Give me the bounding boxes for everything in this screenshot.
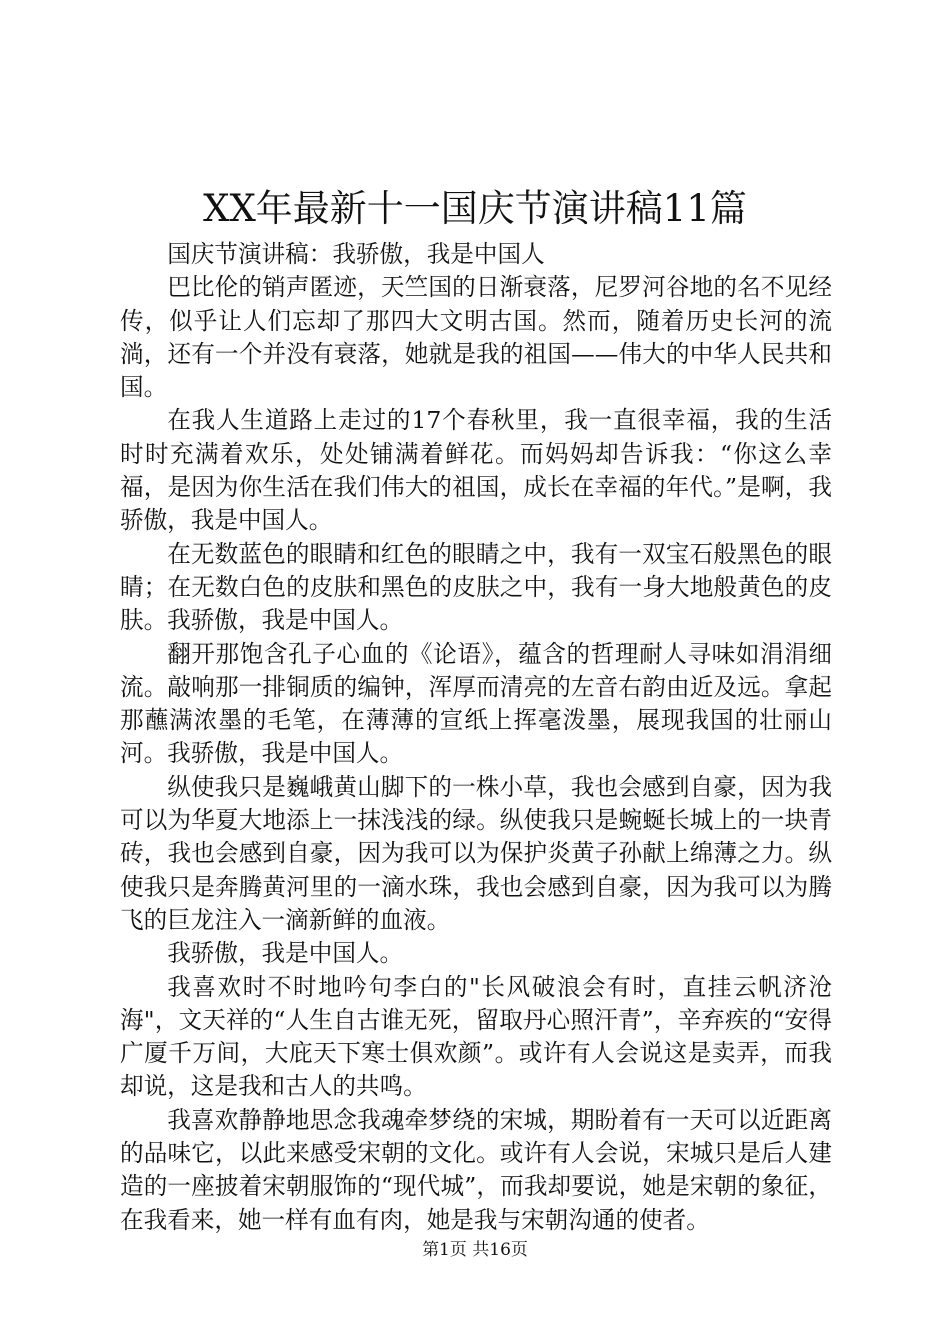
- paragraph: 纵使我只是巍峨黄山脚下的一株小草，我也会感到自豪，因为我可以为华夏大地添上一抹浅浅的绿。纵使我只是蜿蜒长城上的一块青砖，我也会感到自豪，因为我可以为保护炎黄子孙献上绵薄之力。纵使我只是奔腾黄河里的一滴水珠，我也会感到自豪，因为我可以为腾飞的巨龙注入一滴新鲜的血液。: [120, 772, 832, 934]
- paragraph: 在我人生道路上走过的17个春秋里，我一直很幸福，我的生活时时充满着欢乐，处处铺满着鲜花。而妈妈却告诉我：“你这么幸福，是因为你生活在我们伟大的祖国，成长在幸福的年代。”是啊，我骄傲，我是中国人。: [120, 406, 832, 535]
- paragraph: 我喜欢时不时地吟句李白的"长风破浪会有时，直挂云帆济沧海"，文天祥的“人生自古谁无死，留取丹心照汗青”，辛弃疾的“安得广厦千万间，大庇天下寒士俱欢颜”。或许有人会说这是卖弄，而我却说，这是我和古人的共鸣。: [120, 972, 832, 1101]
- paragraph: 我骄傲，我是中国人。: [167, 939, 404, 968]
- paragraph: 翻开那饱含孔子心血的《论语》，蕴含的哲理耐人寻味如涓涓细流。敲响那一排铜质的编钟，浑厚而清亮的左音右韵由近及远。拿起那蘸满浓墨的毛笔，在薄薄的宣纸上挥毫泼墨，展现我国的壮丽山河。我骄傲，我是中国人。: [120, 639, 832, 768]
- paragraph: 在无数蓝色的眼睛和红色的眼睛之中，我有一双宝石般黑色的眼睛；在无数白色的皮肤和黑色的皮肤之中，我有一身大地般黄色的皮肤。我骄傲，我是中国人。: [120, 539, 832, 635]
- document-body: [120, 238, 832, 1237]
- paragraph: 我喜欢静静地思念我魂牵梦绕的宋城，期盼着有一天可以近距离的品味它，以此来感受宋朝的文化。或许有人会说，宋城只是后人建造的一座披着宋朝服饰的“现代城”，而我却要说，她是宋朝的象征，在我看来，她一样有血有肉，她是我与宋朝沟通的使者。: [120, 1105, 832, 1234]
- document-title: XX年最新十一国庆节演讲稿11篇: [203, 187, 747, 230]
- page-footer: 第1页 共16页: [422, 1240, 528, 1260]
- paragraph: 巴比伦的销声匿迹，天竺国的日渐衰落，尼罗河谷地的名不见经传，似乎让人们忘却了那四大文明古国。然而，随着历史长河的流淌，还有一个并没有衰落，她就是我的祖国——伟大的中华人民共和国。: [120, 273, 832, 402]
- paragraph-subtitle: 国庆节演讲稿：我骄傲，我是中国人: [167, 240, 545, 268]
